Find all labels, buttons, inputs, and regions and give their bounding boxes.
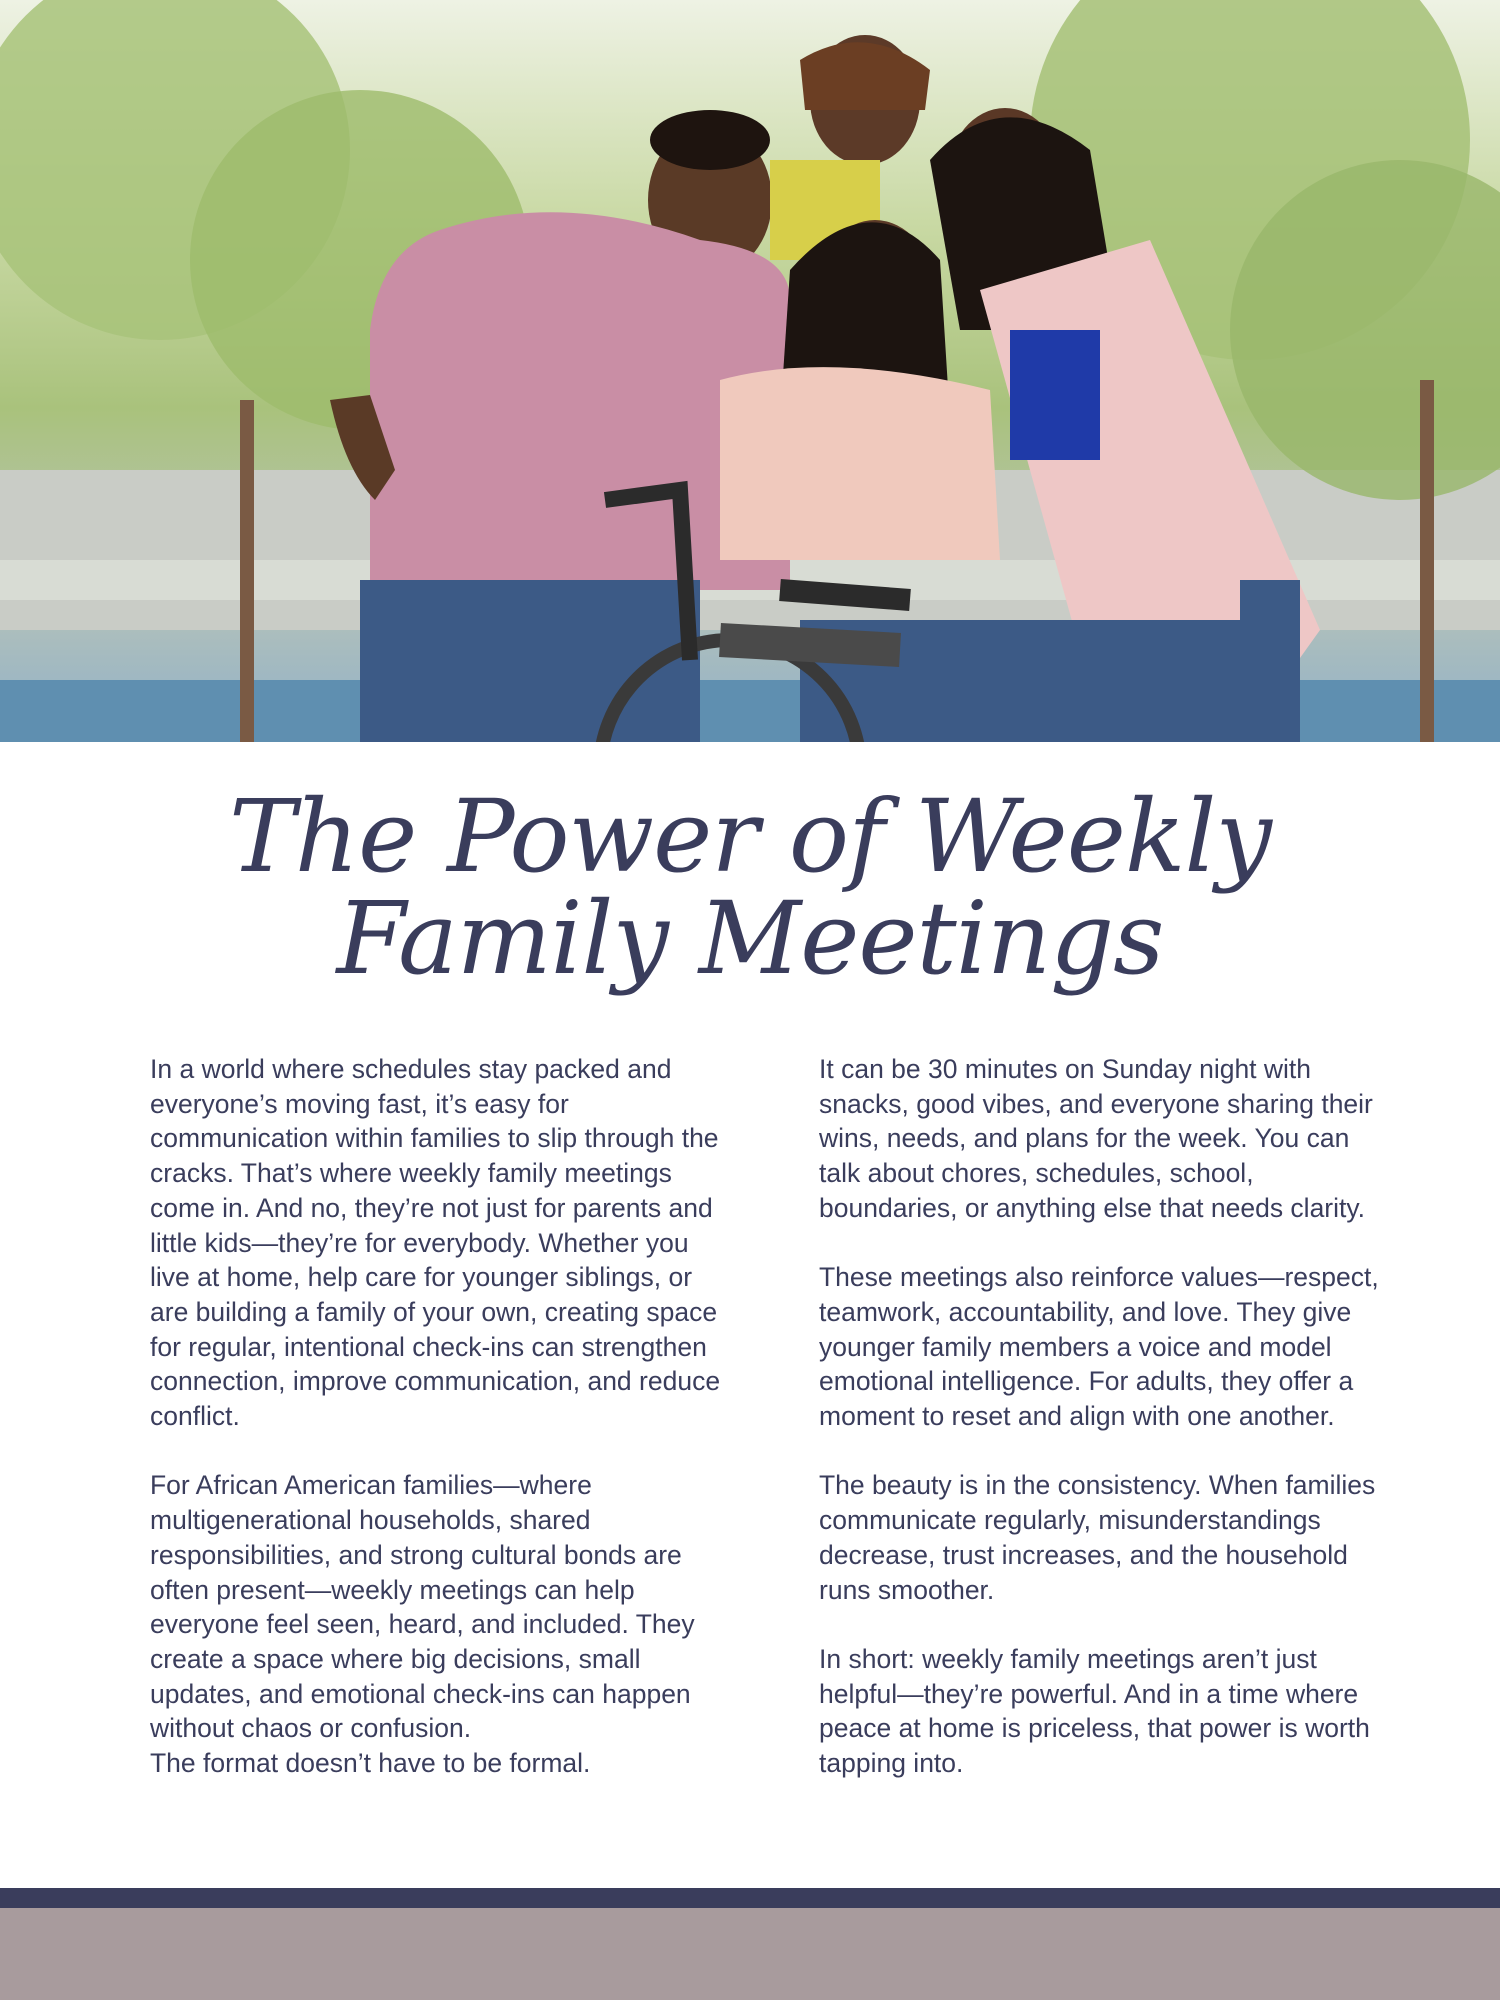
- left-paragraph-2: For African American families—where multigenerational households, shared responsibilities, and strong cultural bonds are often present—weekly meetings can help everyone feel seen, heard, and included. They create a space where big decisions, small updates, and emotional check-ins can happen without chaos or confusion.: [150, 1470, 695, 1744]
- left-column: [150, 1052, 726, 1815]
- title-line-2: Family Meetings: [336, 880, 1164, 997]
- title-line-1: The Power of Weekly: [229, 778, 1271, 895]
- footer-band: [0, 1908, 1500, 2000]
- family-photo-icon: [0, 0, 1500, 742]
- page-title: [0, 778, 1500, 997]
- right-paragraph-4: In short: weekly family meetings aren’t just helpful—they’re powerful. And in a time where peace at home is priceless, that power is worth tapping into.: [819, 1643, 1370, 1779]
- footer-stripe: [0, 1888, 1500, 1908]
- right-column: [819, 1052, 1395, 1815]
- right-paragraph-1: It can be 30 minutes on Sunday night with snacks, good vibes, and everyone sharing their wins, needs, and plans for the week. You can talk about chores, schedules, school, boundaries, or anything else that needs clarity.: [819, 1054, 1373, 1223]
- left-paragraph-3: The format doesn’t have to be formal.: [150, 1748, 591, 1779]
- left-paragraph-1: In a world where schedules stay packed and everyone’s moving fast, it’s easy for communication within families to slip through the cracks. That’s where weekly family meetings come in. And no, they’re not just for parents and little kids—they’re for everybody. Whether you live at home, help care for younger siblings, or are building a family of your own, creating space for regular, intentional check-ins can strengthen connection, improve communication, and reduce conflict.: [150, 1054, 721, 1432]
- right-paragraph-3: The beauty is in the consistency. When families communicate regularly, misunderstandings decrease, trust increases, and the household runs smoother.: [819, 1470, 1376, 1605]
- hero-photo: [0, 0, 1500, 742]
- right-paragraph-2: These meetings also reinforce values—respect, teamwork, accountability, and love. They give younger family members a voice and model emotional intelligence. For adults, they offer a moment to reset and align with one another.: [819, 1262, 1379, 1432]
